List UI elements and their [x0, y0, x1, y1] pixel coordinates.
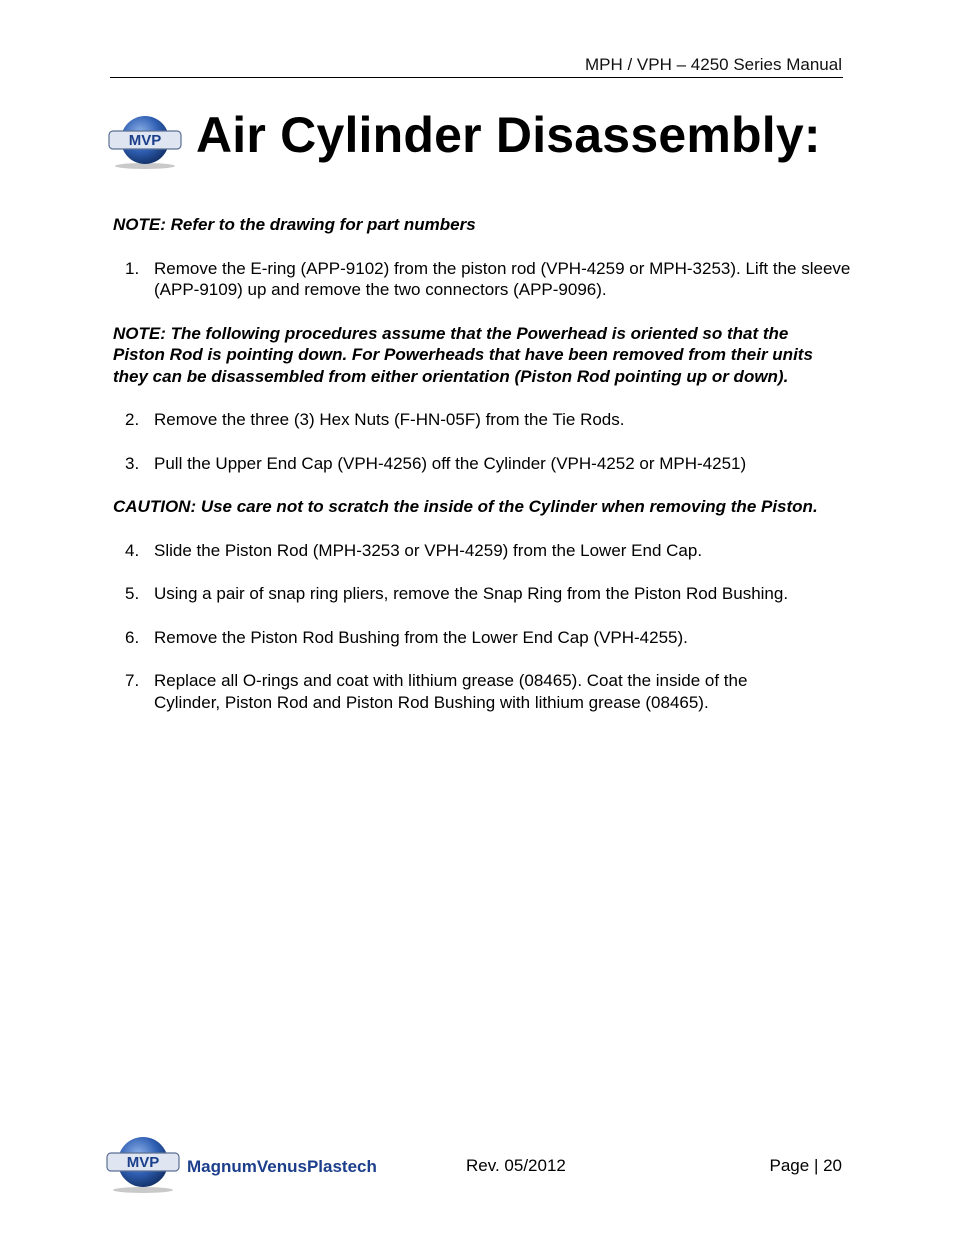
step-7	[113, 670, 813, 713]
step-number: 4.	[125, 540, 140, 560]
step-2	[113, 409, 873, 431]
step-5	[113, 583, 813, 605]
note-part-numbers: NOTE: Refer to the drawing for part numbers	[113, 215, 476, 234]
revision-label: Rev. 05/2012	[466, 1156, 566, 1175]
step-number: 6.	[125, 627, 140, 647]
step-text: Pull the Upper End Cap (VPH-4256) off the Cylinder (VPH-4252 or MPH-4251)	[154, 453, 747, 473]
step-text: Remove the Piston Rod Bushing from the Lower End Cap (VPH-4255).	[154, 627, 688, 647]
logo-letters: MVP	[126, 1154, 160, 1171]
steps-list-3	[113, 540, 813, 714]
step-text: Using a pair of snap ring pliers, remove the Snap Ring from the Piston Rod Bushing.	[154, 584, 789, 603]
step-6	[113, 627, 813, 649]
step-3	[113, 453, 873, 475]
mvp-globe-logo-icon	[105, 113, 185, 169]
brand-name: MagnumVenusPlastech	[187, 1157, 377, 1176]
step-text: Replace all O-rings and coat with lithium grease (08465). Coat the inside of the Cylinder, Piston Rod and Piston Rod Bushing with lithium grease (08465).	[154, 671, 748, 712]
step-number: 1.	[125, 258, 140, 278]
step-number: 7.	[125, 671, 140, 690]
running-header: MPH / VPH – 4250 Series Manual	[584, 55, 842, 74]
step-1	[113, 258, 873, 301]
logo-letters: MVP	[128, 132, 162, 149]
header-divider	[110, 77, 843, 78]
page-title: Air Cylinder Disassembly:	[196, 107, 821, 163]
steps-list-1	[113, 258, 873, 301]
step-text: Slide the Piston Rod (MPH-3253 or VPH-4259) from the Lower End Cap.	[154, 540, 703, 560]
steps-list-2	[113, 409, 873, 474]
step-text: Remove the three (3) Hex Nuts (F-HN-05F) from the Tie Rods.	[154, 410, 625, 429]
caution-note: CAUTION: Use care not to scratch the inside of the Cylinder when removing the Piston.	[113, 497, 818, 516]
note-orientation: NOTE: The following procedures assume that the Powerhead is oriented so that the Piston Rod is pointing down. For Powerheads that have been removed from their units they can be disassembled from either orientation (Piston Rod pointing up or down).	[113, 323, 813, 386]
magnum-venus-plastech-logo-icon	[105, 1130, 395, 1194]
document-body	[113, 214, 873, 713]
step-number: 2.	[125, 410, 140, 429]
page-number: Page | 20	[769, 1156, 842, 1175]
step-number: 3.	[125, 453, 140, 473]
step-text: Remove the E-ring (APP-9102) from the piston rod (VPH-4259 or MPH-3253). Lift the sleeve (APP-9109) up and remove the two connectors (APP-9096).	[154, 258, 851, 299]
step-4	[113, 540, 813, 562]
step-number: 5.	[125, 584, 140, 603]
